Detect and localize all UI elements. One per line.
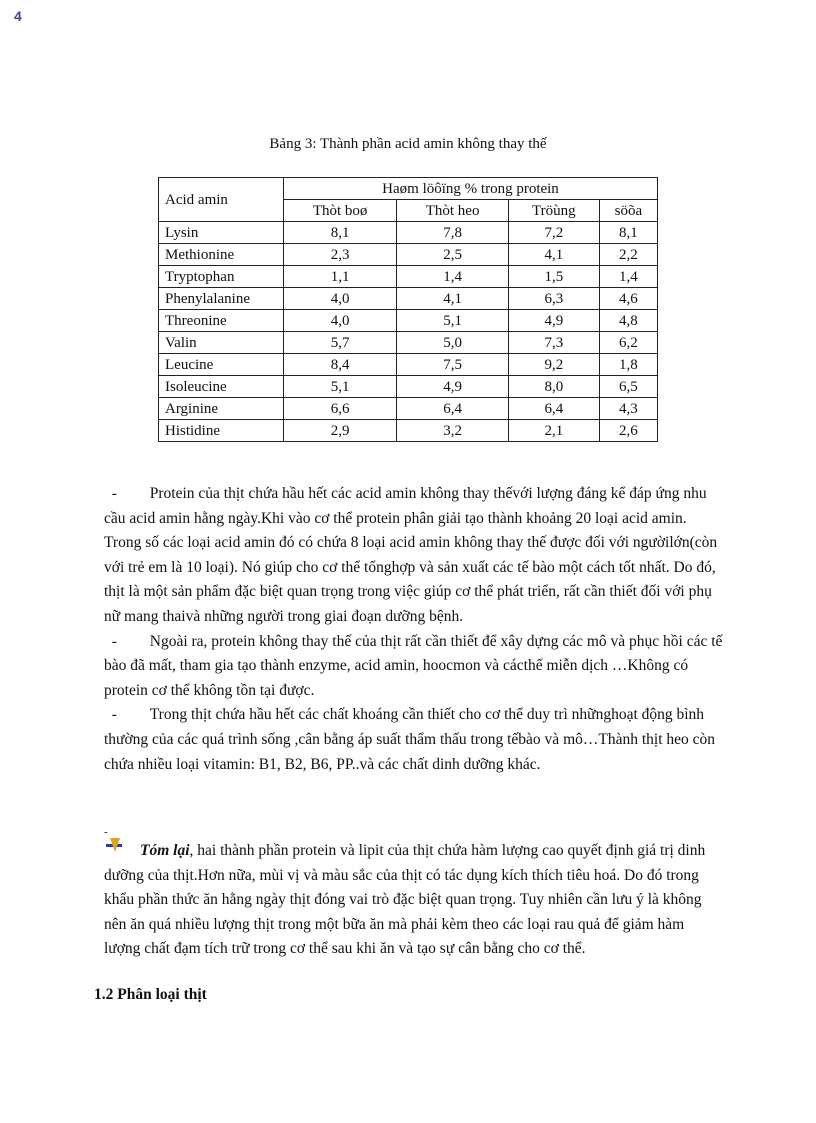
- paragraph-3: [104, 703, 724, 777]
- value-cell: 4,8: [599, 310, 657, 332]
- acid-name-cell: Threonine: [159, 310, 284, 332]
- value-cell: 8,1: [284, 222, 397, 244]
- table-row: [159, 420, 658, 442]
- arrow-down-icon: [104, 838, 126, 858]
- value-cell: 4,6: [599, 288, 657, 310]
- acid-name-cell: Tryptophan: [159, 266, 284, 288]
- value-cell: 7,2: [508, 222, 599, 244]
- value-cell: 1,4: [599, 266, 657, 288]
- value-cell: 6,6: [284, 398, 397, 420]
- summary-text: , hai thành phần protein và lipit của thịt chứa hàm lượng cao quyết định giá trị dinh dưỡng của thịt.Hơn nữa, mùi vị và màu sắc của thịt có tác dụng kích thích tiêu hoá. Do đó trong khẩu phần thức ăn hằng ngày thịt đóng vai trò đặc biệt quan trọng. Tuy nhiên cần lưu ý là không nên ăn quá nhiều lượng thịt trong một bữa ăn mà phải kèm theo các loại rau quả để giảm hàm lượng chất đạm tích trữ trong cơ thể sau khi ăn và tạo sự cân bằng cho cơ thể.: [104, 842, 706, 958]
- bullet-dash: -: [111, 706, 117, 724]
- bullet-dash: -: [111, 632, 117, 650]
- amino-acid-table: [158, 177, 658, 442]
- table-row: [159, 310, 658, 332]
- summary-paragraph: [104, 838, 724, 962]
- table-row: [159, 332, 658, 354]
- value-cell: 2,1: [508, 420, 599, 442]
- value-cell: 4,9: [508, 310, 599, 332]
- value-cell: 2,2: [599, 244, 657, 266]
- value-cell: 5,0: [397, 332, 509, 354]
- value-cell: 2,6: [599, 420, 657, 442]
- section-heading: 1.2 Phân loại thịt: [94, 986, 207, 1003]
- value-cell: 2,5: [397, 244, 509, 266]
- value-cell: 5,1: [397, 310, 509, 332]
- value-cell: 6,2: [599, 332, 657, 354]
- value-cell: 1,1: [284, 266, 397, 288]
- table-row: [159, 376, 658, 398]
- header-acid-amin: Acid amin: [159, 178, 284, 222]
- page-number: 4: [14, 8, 22, 24]
- table-row: [159, 288, 658, 310]
- value-cell: 8,0: [508, 376, 599, 398]
- acid-name-cell: Lysin: [159, 222, 284, 244]
- table-caption: Bảng 3: Thành phần acid amin không thay thế: [269, 136, 547, 152]
- paragraph-text: Ngoài ra, protein không thay thế của thịt rất cần thiết để xây dựng các mô và phục hồi các tế bào đã mất, tham gia tạo thành enzyme, acid amin, hoocmon và cácthể miễn dịch …Không có protein cơ thể không tồn tại được.: [104, 632, 723, 699]
- acid-name-cell: Isoleucine: [159, 376, 284, 398]
- value-cell: 7,3: [508, 332, 599, 354]
- value-cell: 6,3: [508, 288, 599, 310]
- paragraph-text: Trong thịt chứa hầu hết các chất khoáng cần thiết cho cơ thể duy trì nhữnghoạt động bình thường của các quá trình sống ,cân bằng áp suất thẩm thấu trong tếbào và mô…Thành thịt heo còn chứa nhiều loại vitamin: B1, B2, B6, PP..và các chất dinh dưỡng khác.: [104, 706, 716, 773]
- value-cell: 2,3: [284, 244, 397, 266]
- acid-name-cell: Leucine: [159, 354, 284, 376]
- acid-name-cell: Methionine: [159, 244, 284, 266]
- acid-name-cell: Phenylalanine: [159, 288, 284, 310]
- table-row: [159, 222, 658, 244]
- value-cell: 5,7: [284, 332, 397, 354]
- body-text: [104, 482, 724, 777]
- value-cell: 8,4: [284, 354, 397, 376]
- subheader-milk: söõa: [599, 200, 657, 222]
- value-cell: 4,0: [284, 310, 397, 332]
- value-cell: 3,2: [397, 420, 509, 442]
- value-cell: 6,4: [397, 398, 509, 420]
- value-cell: 7,8: [397, 222, 509, 244]
- paragraph-1: [104, 482, 724, 630]
- paragraph-text: Protein của thịt chứa hầu hết các acid amin không thay thếvới lượng đáng kể đáp ứng nhu cầu acid amin hằng ngày.Khi vào cơ thể protein phân giải tạo thành khoảng 20 loại acid amin. Trong số các loại acid amin đó có chứa 8 loại acid amin không thay thế được đối với ngườilớn(còn với trẻ em là 10 loại). Nó giúp cho cơ thể tổnghợp và sản xuất các tế bào một cách tốt nhất. Do đó, thịt là một sản phẩm đặc biệt quan trọng trong việc giúp cơ thể phát triển, rất cần thiết đối với phụ nữ mang thaivà những người trong giai đoạn dưỡng bệnh.: [104, 485, 718, 625]
- table-row: [159, 354, 658, 376]
- value-cell: 4,1: [508, 244, 599, 266]
- bullet-dash: -: [111, 485, 117, 502]
- value-cell: 5,1: [284, 376, 397, 398]
- acid-name-cell: Arginine: [159, 398, 284, 420]
- table-row: [159, 266, 658, 288]
- value-cell: 1,5: [508, 266, 599, 288]
- table-row: [159, 398, 658, 420]
- small-dash: -: [104, 826, 108, 838]
- value-cell: 4,9: [397, 376, 509, 398]
- summary-lead: Tóm lại: [140, 842, 190, 859]
- table-row: [159, 244, 658, 266]
- header-content-group: Haøm löôïng % trong protein: [284, 178, 658, 200]
- value-cell: 7,5: [397, 354, 509, 376]
- subheader-beef: Thòt boø: [284, 200, 397, 222]
- value-cell: 4,0: [284, 288, 397, 310]
- value-cell: 6,4: [508, 398, 599, 420]
- value-cell: 4,1: [397, 288, 509, 310]
- value-cell: 8,1: [599, 222, 657, 244]
- value-cell: 2,9: [284, 420, 397, 442]
- table-header-row: [159, 178, 658, 200]
- subheader-egg: Tröùng: [508, 200, 599, 222]
- value-cell: 4,3: [599, 398, 657, 420]
- paragraph-2: [104, 630, 724, 704]
- value-cell: 1,4: [397, 266, 509, 288]
- acid-name-cell: Valin: [159, 332, 284, 354]
- subheader-pork: Thòt heo: [397, 200, 509, 222]
- acid-name-cell: Histidine: [159, 420, 284, 442]
- value-cell: 9,2: [508, 354, 599, 376]
- value-cell: 1,8: [599, 354, 657, 376]
- value-cell: 6,5: [599, 376, 657, 398]
